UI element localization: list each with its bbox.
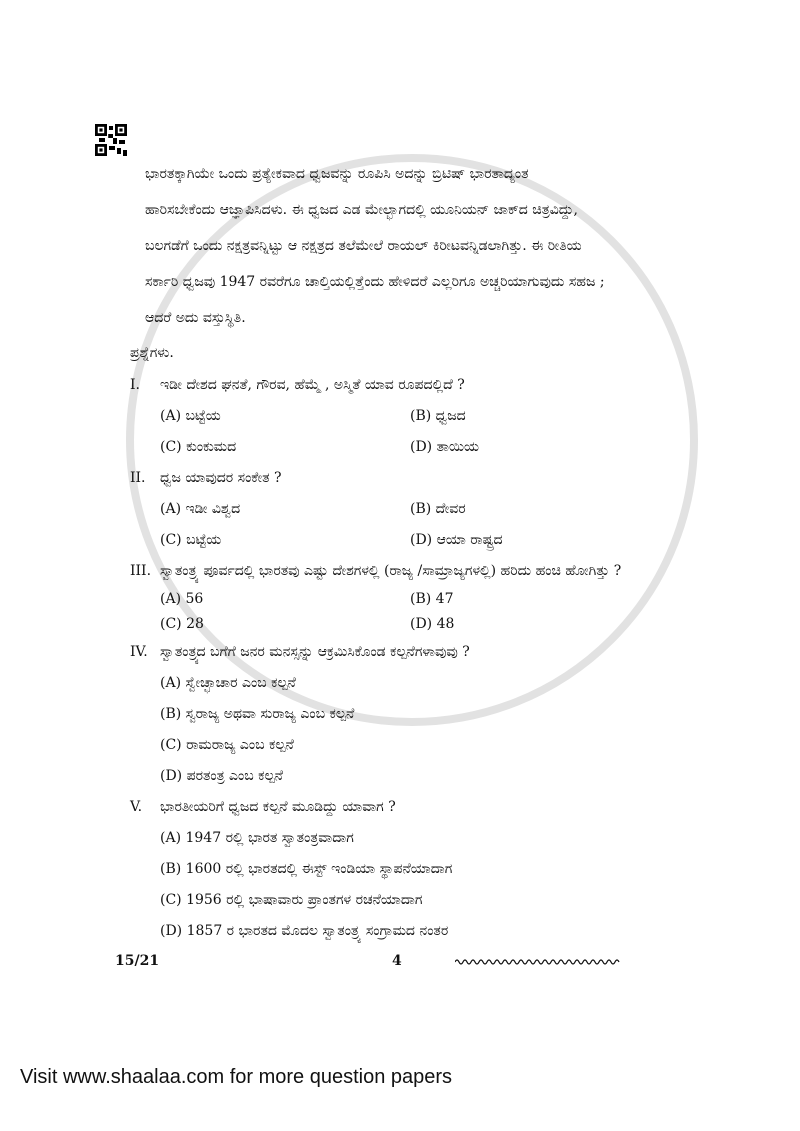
option: (D) 48 — [410, 616, 455, 632]
question-number: V. — [130, 799, 143, 815]
options — [130, 823, 700, 947]
option: (B) 1600 ರಲ್ಲಿ ಭಾರತದಲ್ಲಿ ಈಸ್ಟ್ ಇಂಡಿಯಾ ಸ್ಥಾಪನೆಯಾದಾಗ — [160, 861, 453, 877]
question-number: II. — [130, 470, 146, 486]
question-text: ಇಡೀ ದೇಶದ ಘನತೆ, ಗೌರವ, ಹೆಮ್ಮೆ , ಅಸ್ಮಿತೆ ಯಾವ ರೂಪದಲ್ಲಿದೆ ? — [160, 377, 465, 393]
option: (C) 28 — [160, 616, 204, 632]
option: (A) ಸ್ವೇಚ್ಛಾಚಾರ ಎಂಬ ಕಲ್ಪನೆ — [160, 675, 296, 691]
question-text: ಭಾರತೀಯರಿಗೆ ಧ್ವಜದ ಕಲ್ಪನೆ ಮೂಡಿದ್ದು ಯಾವಾಗ ? — [160, 799, 396, 815]
passage — [130, 156, 700, 336]
question-text: ಸ್ವಾತಂತ್ರ್ಯದ ಬಗೆಗೆ ಜನರ ಮನಸ್ಸನ್ನು ಆಕ್ರಮಿಸಿಕೊಂಡ ಕಲ್ಪನೆಗಳಾವುವು ? — [160, 644, 470, 660]
option: (D) ತಾಯಿಯ — [410, 439, 479, 455]
wavy-line-divider — [455, 957, 623, 967]
passage-line: ಸರ್ಕಾರಿ ಧ್ವಜವು 1947 ರವರೆಗೂ ಚಾಲ್ತಿಯಲ್ಲಿತ್ತೆಂದು ಹೇಳಿದರೆ ಎಲ್ಲರಿಗೂ ಅಚ್ಚರಿಯಾಗುವುದು ಸಹಜ ; — [145, 274, 605, 290]
option: (C) ರಾಮರಾಜ್ಯ ಎಂಬ ಕಲ್ಪನೆ — [160, 737, 294, 753]
qr-code-icon — [95, 124, 127, 156]
option: (A) ಇಡೀ ವಿಶ್ವದ — [160, 501, 241, 517]
option: (D) ಪರತಂತ್ರ ಎಂಬ ಕಲ್ಪನೆ — [160, 768, 283, 784]
options — [130, 668, 700, 792]
passage-line: ಆದರೆ ಅದು ವಸ್ತುಸ್ಥಿತಿ. — [145, 310, 246, 326]
page-number: 4 — [392, 953, 402, 969]
passage-line: ಹಾರಿಸಬೇಕೆಂದು ಆಜ್ಞಾಪಿಸಿದಳು. ಈ ಧ್ವಜದ ಎಡ ಮೇಲ್ಭಾಗದಲ್ಲಿ ಯೂನಿಯನ್ ಜಾಕ್‌ದ ಚಿತ್ರವಿದ್ದು, — [145, 202, 578, 218]
options — [130, 587, 700, 637]
page-footer — [115, 953, 635, 973]
passage-line: ಭಾರತಕ್ಕಾಗಿಯೇ ಒಂದು ಪ್ರತ್ಯೇಕವಾದ ಧ್ವಜವನ್ನು ರೂಪಿಸಿ ಅದನ್ನು ಬ್ರಿಟಿಷ್ ಭಾರತಾದ್ಯಂತ — [145, 166, 529, 182]
option: (D) ಆಯಾ ರಾಷ್ಟ್ರದ — [410, 532, 503, 548]
passage-line: ಬಲಗಡೆಗೆ ಒಂದು ನಕ್ಷತ್ರವನ್ನಿಟ್ಟು ಆ ನಕ್ಷತ್ರದ ತಲೆಮೇಲೆ ರಾಯಲ್ ಕಿರೀಟವನ್ನಿಡಲಾಗಿತ್ತು. ಈ ರೀತಿಯ — [145, 238, 582, 254]
question-text: ಸ್ವಾತಂತ್ರ್ಯ ಪೂರ್ವದಲ್ಲಿ ಭಾರತವು ಎಷ್ಟು ದೇಶಗಳಲ್ಲಿ (ರಾಜ್ಯ /ಸಾಮ್ರಾಜ್ಯಗಳಲ್ಲಿ) ಹರಿದು ಹಂಚಿ ಹೋಗಿತ್ತು ? — [160, 563, 622, 579]
exam-content — [130, 156, 700, 947]
options — [130, 494, 700, 556]
visit-shaalaa-link[interactable]: Visit www.shaalaa.com for more question papers — [20, 1066, 453, 1088]
option: (A) 56 — [160, 591, 204, 607]
option: (D) 1857 ರ ಭಾರತದ ಮೊದಲ ಸ್ವಾತಂತ್ರ್ಯ ಸಂಗ್ರಾಮದ ನಂತರ — [160, 923, 449, 939]
option: (B) ದೇವರ — [410, 501, 466, 517]
question-number: III. — [130, 563, 152, 579]
option: (B) ಸ್ವರಾಜ್ಯ ಅಥವಾ ಸುರಾಜ್ಯ ಎಂಬ ಕಲ್ಪನೆ — [160, 706, 355, 722]
option: (B) ಧ್ವಜದ — [410, 408, 466, 424]
question — [130, 556, 700, 587]
paper-code: 15/21 — [115, 953, 160, 969]
question — [130, 463, 700, 494]
option: (B) 47 — [410, 591, 454, 607]
questions-heading: ಪ್ರಶ್ನೆಗಳು. — [130, 345, 174, 361]
option: (C) 1956 ರಲ್ಲಿ ಭಾಷಾವಾರು ಪ್ರಾಂತಗಳ ರಚನೆಯಾದಾಗ — [160, 892, 423, 908]
question-number: IV. — [130, 644, 148, 660]
question — [130, 637, 700, 668]
options — [130, 401, 700, 463]
option: (A) ಬಟ್ಟೆಯ — [160, 408, 221, 424]
question-number: I. — [130, 377, 140, 393]
question — [130, 792, 700, 823]
option: (C) ಬಟ್ಟೆಯ — [160, 532, 222, 548]
question — [130, 370, 700, 401]
option: (A) 1947 ರಲ್ಲಿ ಭಾರತ ಸ್ವಾತಂತ್ರವಾದಾಗ — [160, 830, 354, 846]
option: (C) ಕುಂಕುಮದ — [160, 439, 237, 455]
question-text: ಧ್ವಜ ಯಾವುದರ ಸಂಕೇತ ? — [160, 470, 282, 486]
